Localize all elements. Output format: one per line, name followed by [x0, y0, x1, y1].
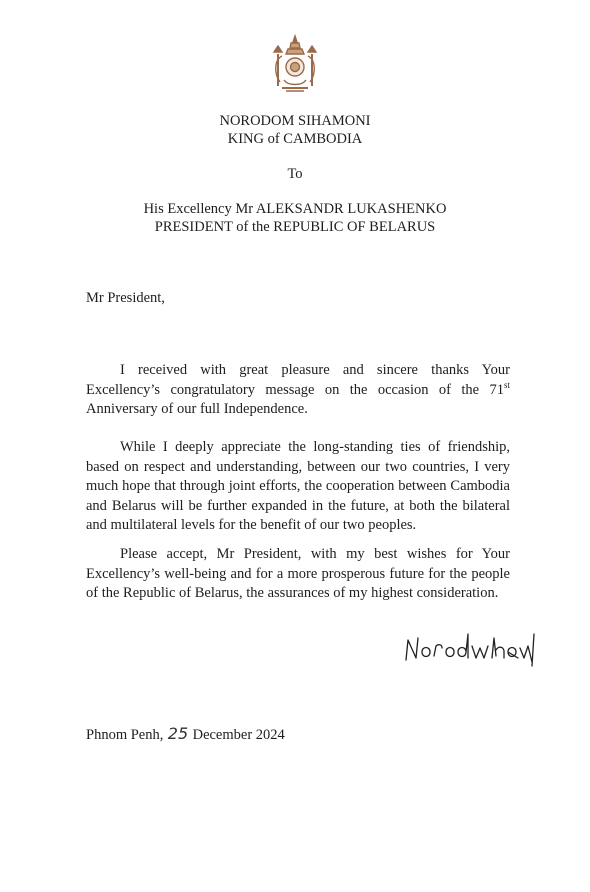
paragraph-3: Please accept, Mr President, with my best wishes for Your Excellency’s well-being and for a more prosperous future for the people of the Republic of Belarus, the assurances of my highest consideration.	[86, 546, 510, 601]
salutation: Mr President,	[86, 290, 165, 306]
closing-day: 25	[167, 724, 189, 743]
handwritten-signature	[400, 626, 540, 674]
closing-line	[86, 724, 285, 744]
sender-name: NORODOM SIHAMONI	[219, 113, 371, 129]
closing-place: Phnom Penh,	[86, 727, 164, 743]
royal-arms-emblem-icon	[264, 34, 326, 96]
paragraph-2: While I deeply appreciate the long-standing ties of friendship, based on respect and understanding, between our two countries, I very much hope that through joint efforts, the cooperation between Cambodia and Belarus will be further expanded in the future, at both the bilateral and multilateral levels for the benefit of our two peoples.	[86, 439, 510, 533]
closing-month-year: December 2024	[192, 727, 285, 743]
paragraph-1-text: I received with great pleasure and sincere thanks Your Excellency’s congratulatory message on the occasion of the 71	[86, 362, 510, 398]
paragraph-1-end: Anniversary of our full Independence.	[86, 401, 308, 417]
ordinal-suffix: st	[503, 379, 510, 390]
recipient-name: His Excellency Mr ALEKSANDR LUKASHENKO	[143, 201, 447, 217]
to-label: To	[287, 166, 303, 182]
recipient-title: PRESIDENT of the REPUBLIC OF BELARUS	[154, 219, 436, 235]
paragraph-1	[86, 361, 510, 420]
sender-title: KING of CAMBODIA	[227, 131, 363, 147]
